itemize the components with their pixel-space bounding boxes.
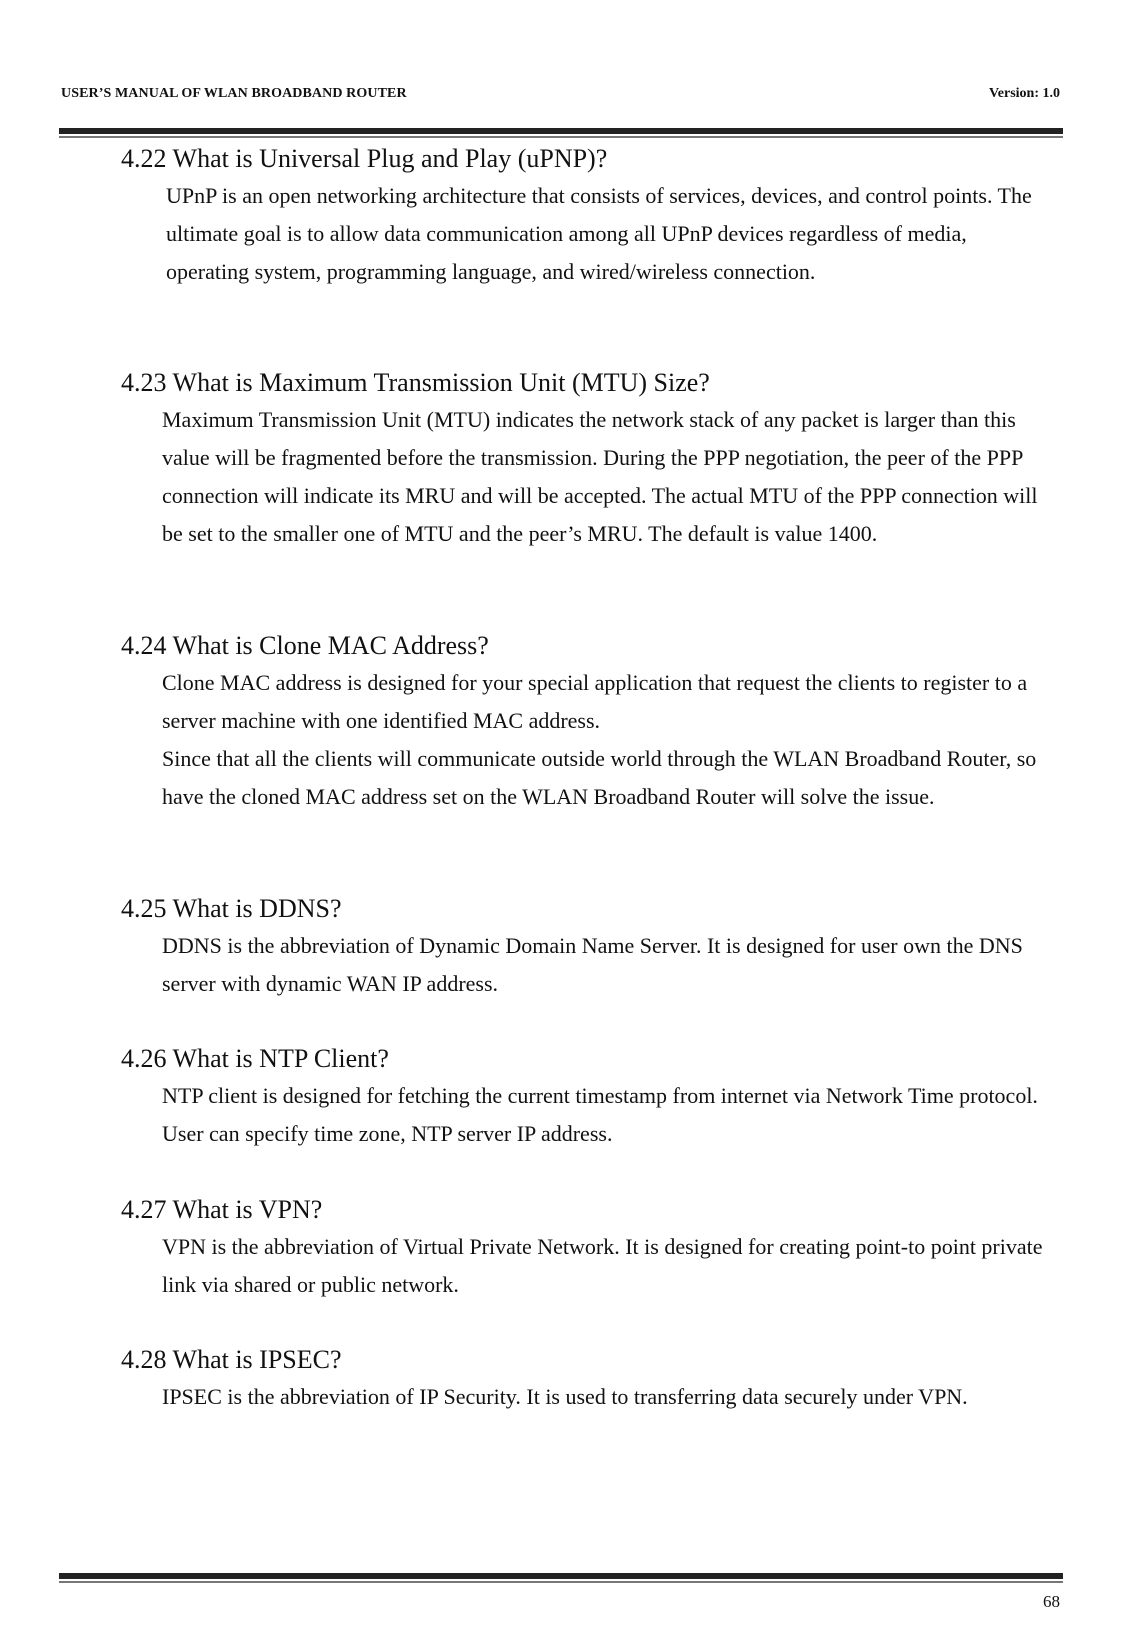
header-rule (59, 128, 1063, 134)
footer-rule (59, 1573, 1063, 1579)
footer-rule-thin (59, 1581, 1063, 1583)
section-heading: 4.23 What is Maximum Transmission Unit (MTU) Size? (121, 368, 710, 397)
section-mtu (0, 367, 1138, 553)
section-heading: 4.28 What is IPSEC? (121, 1345, 342, 1374)
section-heading: 4.25 What is DDNS? (121, 894, 342, 923)
section-ddns (0, 893, 1138, 1003)
section-paragraph: Clone MAC address is designed for your special application that request the clients to register to a server machine with one identified MAC address. (162, 670, 1028, 733)
section-paragraph: Since that all the clients will communicate outside world through the WLAN Broadband Router, so have the cloned MAC address set on the WLAN Broadband Router will solve the issue. (162, 746, 1037, 809)
header-version: Version: 1.0 (988, 86, 1060, 101)
section-paragraph: IPSEC is the abbreviation of IP Security. It is used to transferring data securely under VPN. (162, 1384, 968, 1409)
section-heading: 4.24 What is Clone MAC Address? (121, 631, 489, 660)
section-heading: 4.27 What is VPN? (121, 1195, 323, 1224)
section-heading: 4.22 What is Universal Plug and Play (uPNP)? (121, 144, 608, 173)
section-paragraph: VPN is the abbreviation of Virtual Private Network. It is designed for creating point-to point private link via shared or public network. (162, 1234, 1043, 1297)
section-upnp (0, 143, 1138, 291)
section-paragraph: UPnP is an open networking architecture that consists of services, devices, and control points. The ultimate goal is to allow data communication among all UPnP devices regardless of media, operating system, programming language, and wired/wireless connection. (166, 183, 1032, 284)
section-heading: 4.26 What is NTP Client? (121, 1044, 389, 1073)
section-ntp (0, 1043, 1138, 1153)
header-title: USER’S MANUAL OF WLAN BROADBAND ROUTER (61, 86, 407, 101)
page-number: 68 (1043, 1592, 1060, 1611)
section-paragraph: Maximum Transmission Unit (MTU) indicates the network stack of any packet is larger than this value will be fragmented before the transmission. During the PPP negotiation, the peer of the PPP connection will indicate its MRU and will be accepted. The actual MTU of the PPP connection will be set to the smaller one of MTU and the peer’s MRU. The default is value 1400. (162, 407, 1038, 546)
section-paragraph: DDNS is the abbreviation of Dynamic Domain Name Server. It is designed for user own the DNS server with dynamic WAN IP address. (162, 933, 1023, 996)
header-rule-thin (59, 136, 1063, 138)
section-vpn (0, 1194, 1138, 1304)
section-clone-mac (0, 630, 1138, 816)
section-paragraph: NTP client is designed for fetching the current timestamp from internet via Network Time protocol. User can specify time zone, NTP server IP address. (162, 1083, 1038, 1146)
section-ipsec (0, 1344, 1138, 1416)
